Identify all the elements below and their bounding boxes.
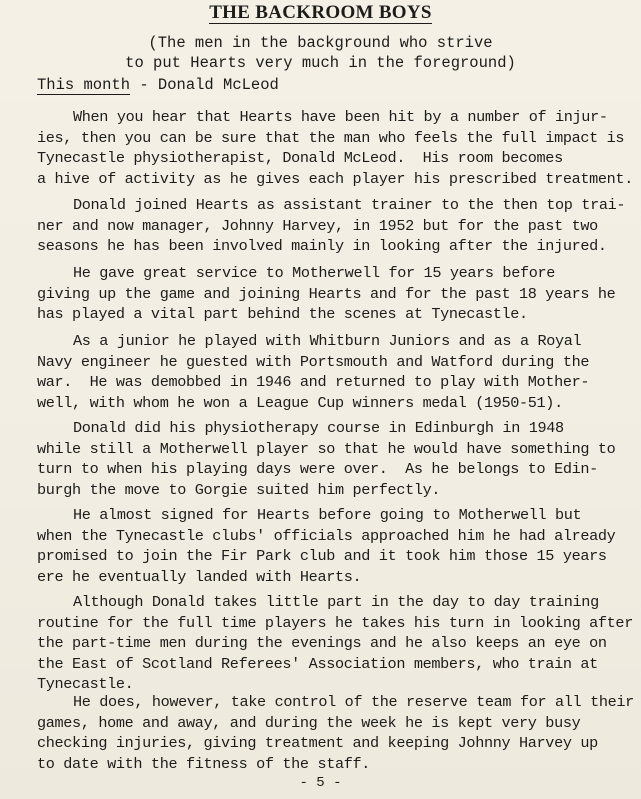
page-title — [0, 2, 641, 24]
paragraph-line: to date with the fitness of the staff. — [37, 754, 371, 773]
paragraph-line: the East of Scotland Referees' Association members, who train at — [37, 654, 598, 673]
paragraph-line: Donald joined Hearts as assistant trainer to the then top trai- — [73, 196, 626, 214]
paragraph-line: well, with whom he won a League Cup winners medal (1950-51). — [37, 393, 563, 412]
paragraph-line: ere he eventually landed with Hearts. — [37, 567, 362, 586]
article-paragraph — [37, 263, 637, 325]
paragraph-line: ner and now manager, Johnny Harvey, in 1952 but for the past two — [37, 216, 598, 235]
article-paragraph — [37, 592, 637, 695]
paragraph-line: Although Donald takes little part in the day to day training — [73, 593, 599, 611]
paragraph-line: Tynecastle. — [37, 675, 134, 693]
page-title-text: THE BACKROOM BOYS — [209, 2, 432, 23]
article-paragraph — [37, 692, 637, 774]
feature-heading — [37, 76, 279, 94]
paragraph-line: games, home and away, and during the week he is kept very busy — [37, 713, 581, 732]
paragraph-line: ies, then you can be sure that the man who feels the full impact is — [37, 128, 625, 147]
paragraph-line: war. He was demobbed in 1946 and returned to play with Mother- — [37, 373, 590, 391]
article-paragraph — [37, 505, 637, 587]
subtitle — [0, 33, 641, 73]
paragraph-line: He gave great service to Motherwell for 15 years before — [73, 264, 556, 282]
paragraph-line: while still a Motherwell player so that he would have something to — [37, 439, 616, 458]
paragraph-line: routine for the full time players he takes his turn in looking after — [37, 613, 633, 632]
paragraph-line: the part-time men during the evenings and he also keeps an eye on — [37, 634, 607, 652]
paragraph-line: As a junior he played with Whitburn Juniors and as a Royal — [73, 332, 582, 350]
paragraph-line: seasons he has been involved mainly in looking after the injured. — [37, 237, 607, 255]
paragraph-line: When you hear that Hearts have been hit by a number of injur- — [73, 108, 608, 126]
page-number: - 5 - — [299, 775, 342, 791]
paragraph-line: turn to when his playing days were over. As he belongs to Edin- — [37, 460, 598, 478]
feature-separator: - — [130, 76, 158, 94]
paragraph-line: promised to join the Fir Park club and it took him those 15 years — [37, 547, 607, 565]
paragraph-line: has played a vital part behind the scenes at Tynecastle. — [37, 305, 528, 323]
paragraph-line: He almost signed for Hearts before going to Motherwell but — [73, 506, 582, 524]
article-paragraph — [37, 195, 637, 257]
subtitle-line: to put Hearts very much in the foreground) — [125, 54, 516, 72]
paragraph-line: a hive of activity as he gives each player his prescribed treatment. — [37, 169, 633, 188]
paragraph-line: Tynecastle physiotherapist, Donald McLeod. His room becomes — [37, 149, 563, 167]
article-paragraph — [37, 331, 637, 413]
paragraph-line: when the Tynecastle clubs' officials approached him he had already — [37, 526, 616, 545]
paragraph-line: checking injuries, giving treatment and keeping Johnny Harvey up — [37, 734, 598, 752]
feature-label: This month — [37, 76, 131, 94]
paragraph-line: giving up the game and joining Hearts and for the past 18 years he — [37, 284, 616, 303]
paragraph-line: Navy engineer he guested with Portsmouth and Watford during the — [37, 352, 590, 371]
subtitle-line: (The men in the background who strive — [148, 34, 493, 52]
paragraph-line: burgh the move to Gorgie suited him perfectly. — [37, 480, 441, 499]
feature-name: Donald McLeod — [157, 76, 279, 94]
paragraph-line: He does, however, take control of the reserve team for all their — [73, 693, 634, 711]
article-paragraph — [37, 107, 637, 189]
paragraph-line: Donald did his physiotherapy course in Edinburgh in 1948 — [73, 419, 564, 437]
article-paragraph — [37, 418, 637, 500]
